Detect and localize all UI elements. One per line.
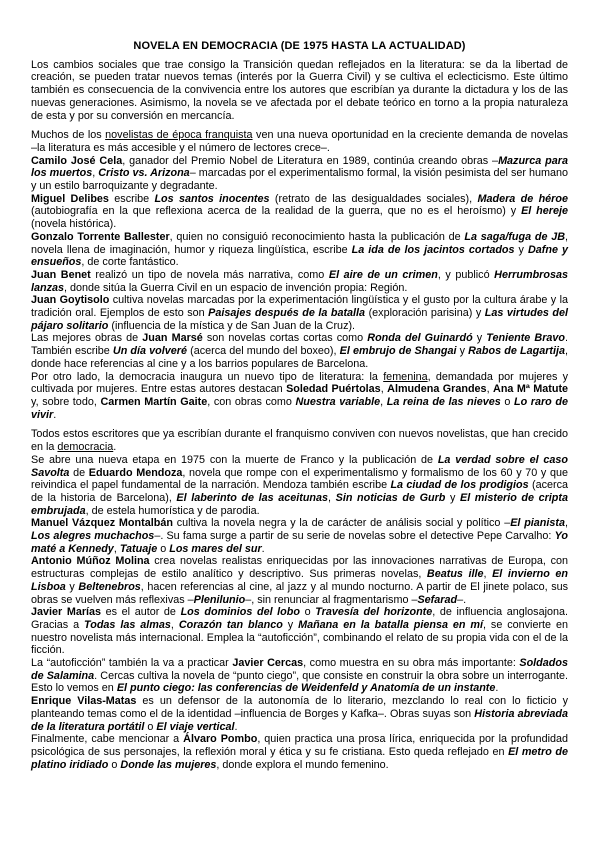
work-title: El punto ciego: las conferencias de Weidenfeld y Anatomía de un instante [116,682,496,695]
work-title: Nuestra variable [295,395,381,408]
text: . [261,542,265,555]
text: es el autor de [101,606,181,619]
text: , [328,491,336,504]
author-name: Enrique Vilas-Matas [31,695,137,708]
molina-paragraph [31,555,568,606]
text: –. Su fama surge a partir de su serie de novelas sobre el detective Pepe Carvalho: [154,530,555,543]
text: escribe [108,192,155,205]
franquismo-paragraph [31,129,568,154]
author-name: Eduardo Mendoza [88,466,183,479]
work-title: Plenilunio [193,593,246,606]
work-title: Tatuaje [119,542,158,555]
author-name: Juan Marsé [142,332,203,345]
work-title: Beatus ille [426,568,484,581]
text: y [456,345,469,358]
text: es un defensor de la autonomía de lo literario, mezclando lo real con lo ficticio y planteando temas como el de la identidad –influencia de Borges y Kafka–. Obras suyas son [31,695,568,720]
text: , demandada por mujeres y cultivada por mujeres. Entre estas autores destacan [31,370,569,396]
text: . Cercas cultiva la novela de “punto ciego”, que consiste en construir la obra sobre un interrogante. Esto lo vemos en [31,669,569,695]
text: , [380,395,387,408]
work-title: Dafne y ensueños [31,243,568,269]
text: , hacen referencias al cine, al jazz y al mundo nocturno. A partir de El jinete polaco, sus obras se vuelven más reflexivas – [31,580,568,606]
text: , donde hace referencias al cine y a los barrios populares de Barcelona. [31,345,568,370]
text: , de corte fantástico. [81,256,179,269]
text: o [299,606,316,619]
work-title: La reina de las nieves [386,395,501,408]
text: , donde explora el mundo femenino. [216,758,389,771]
text: –. [457,593,467,606]
work-title: Donde las mujeres [120,758,217,771]
mendoza-paragraph [31,454,568,518]
work-title: Los dominios del lobo [180,606,300,619]
work-title: El pianista [510,517,565,530]
text: , de influencia anglosajona. Gracias a [31,606,568,631]
author-name: Juan Benet [31,268,91,281]
text: . [53,408,57,421]
author-name: Javier Marías [31,606,102,619]
text: , quien practica una prosa lírica, enriquecida por la profundidad psicológica de sus personajes, la reflexión moral y ética y su fe cristiana. Esto queda reflejado en [31,733,568,758]
democracia-paragraph [31,428,568,453]
delibes-paragraph [31,193,568,231]
author-name: Gonzalo Torrente Ballester [31,230,170,243]
text: y [65,580,79,593]
text: (novela histórica). [31,218,117,231]
text: ven una nueva oportunidad en la creciente demanda de novelas –la literatura es más accesible y el número de lectores crece–. [31,129,568,154]
text: , [113,542,120,555]
work-title: El laberinto de las aceitunas [176,491,329,504]
goytisolo-paragraph [31,294,568,332]
text: , quien no consiguió reconocimiento hasta la publicación de [169,230,465,243]
text: . [495,682,499,695]
text: y [445,491,460,504]
author-name: Juan Goytisolo [31,294,110,307]
text: , [170,618,179,631]
work-title: El hereje [521,205,568,218]
intro-paragraph [31,59,568,123]
text: y [514,243,528,256]
underlined-term: democracia [57,441,114,454]
work-title: Soldados de Salamina [31,657,568,682]
text: (retrato de las desigualdades sociales), [269,192,478,205]
work-title: Todas las almas [84,618,171,631]
text: La “autoficción” también la va a practicar [31,657,233,670]
torrente-paragraph [31,231,568,269]
text: y, sobre todo, [31,395,101,408]
text: y [282,618,299,631]
work-title: Los alegres muchachos [31,530,155,543]
text: , novela que rompe con el experimentalismo y formalismo de los 60 y 70 y que reivindica el papel fundamental de la narración. Mendoza también escribe [31,466,568,492]
work-title: Sin noticias de Gurb [335,491,446,504]
work-title: Los mares del sur [169,542,262,555]
text: Finalmente, cabe mencionar a [31,733,184,746]
marse-paragraph [31,332,568,370]
vilamatas-paragraph [31,695,568,733]
text: y [472,332,487,345]
work-title: Mañana en la batalla piensa en mí [298,618,483,631]
marias-paragraph [31,606,568,657]
text: , [565,517,568,530]
text: , [380,383,388,396]
text: o [144,720,157,733]
author-name: Manuel Vázquez Montalbán [31,517,173,530]
work-title: El metro de platino iridiado [31,745,568,771]
text: . También escribe [31,332,569,358]
work-title: Teniente Bravo [486,332,566,345]
work-title: El viaje vertical [156,720,235,733]
work-title: Cristo vs. Arizona [98,167,190,180]
work-title: Beltenebros [78,580,141,593]
work-title: El misterio de cripta embrujada [31,491,568,517]
text: Todos estos escritores que ya escribían durante el franquismo conviven con nuevos novelistas, que han crecido en la [31,428,568,454]
intro-text: Los cambios sociales que trae consigo la Transición quedan reflejados en la literatura: se da la libertad de creación, se pueden tratar nuevos temas (interés por la Guerra Civil) y se cultiva el eclecticismo. Este último también es consecuencia de la convivencia entre los autores que escribían ya durante la dictadura y los de las nuevas generaciones. Asimismo, la novela se ve afectada por el debate teórico en torno a la propia naturaleza de esta y por su conversión en mercancía. [31,58,568,122]
work-title: Lo raro de vivir [31,395,568,421]
work-title: Las virtudes del pájaro solitario [31,307,568,332]
text: , donde sitúa la Guerra Civil en un espacio de invención propia: Región. [64,281,408,294]
text: , y publicó [437,268,495,281]
text: , novela llena de imaginación, humor y riqueza lingüística, escribe [31,230,568,256]
work-title: La ida de los jacintos cortados [351,243,515,256]
text: –, sin renunciar al fragmentarismo – [245,593,418,606]
text: de [69,466,89,479]
work-title: La saga/fuga de JB [464,230,565,243]
work-title: El invierno en Lisboa [31,568,569,593]
text: realizó un tipo de novela más narrativa, como [90,268,329,281]
work-title: Rabos de Lagartija [468,345,565,358]
work-title: Mazurca para los muertos [31,154,568,180]
text: , [92,167,99,180]
text: (influencia de la mística y de San Juan de la Cruz). [108,319,356,332]
work-title: Corazón tan blanco [178,618,283,631]
work-title: La ciudad de los prodigios [390,479,529,492]
text: o [157,542,170,555]
page-title: NOVELA EN DEMOCRACIA (DE 1975 HASTA LA ACTUALIDAD) [133,40,466,52]
work-title: Un día volveré [112,345,187,358]
text: (acerca del mundo del boxeo), [186,345,340,358]
author-name: Ana Mª Matute [493,383,569,396]
underlined-term: femenina [383,370,428,383]
work-title: Herrumbrosas lanzas [31,268,568,294]
text: Por otro lado, la democracia inaugura un nuevo tipo de literatura: la [31,370,384,383]
text: , con obras como [207,395,296,408]
author-name: Camilo José Cela [31,154,123,167]
work-title: Historia abreviada de la literatura portátil [31,707,568,733]
work-title: Los santos inocentes [154,192,270,205]
text: cultiva la novela negra y la de carácter de análisis social y político – [172,517,511,530]
text: son novelas cortas cortas como [202,332,368,345]
text: crea novelas realistas enriquecidas por las innovaciones narrativas de Europa, con estructuras complejas de estilo analítico y descriptivo. Sus primeras novelas, [31,555,568,581]
text: , [483,568,493,581]
text: . [234,720,238,733]
author-name: Javier Cercas [232,657,304,670]
cercas-paragraph [31,657,568,695]
author-name: Almudena Grandes [387,383,487,396]
work-title: Madera de héroe [477,192,568,205]
work-title: Travesía del horizonte [315,606,433,619]
text: , ganador del Premio Nobel de Literatura en 1989, continúa creando obras – [122,154,499,167]
author-name: Miguel Delibes [31,192,109,205]
text: Muchos de los [31,129,106,142]
femenina-paragraph [31,371,568,422]
work-title: El embrujo de Shangai [339,345,457,358]
text: o [500,395,514,408]
text: Las mejores obras de [31,332,143,345]
cela-paragraph [31,155,568,193]
author-name: Álvaro Pombo [183,733,258,746]
author-name: Soledad Puértolas [286,383,381,396]
pombo-paragraph [31,733,568,771]
work-title: La verdad sobre el caso Savolta [31,453,568,479]
text: , se convierte en nuestro novelista más internacional. Emplea la “autoficción”, combinando el relato de su propia vida con el de la ficción. [31,618,568,657]
underlined-term: novelistas de época franquista [105,129,253,142]
work-title: Paisajes después de la batalla [208,307,366,320]
text: cultiva novelas marcadas por la experimentación lingüística y el gusto por la cultura árabe y la tradición oral. Ejemplos de esto son [31,294,568,320]
work-title: El aire de un crimen [328,268,438,281]
author-name: Carmen Martín Gaite [100,395,208,408]
text: Se abre una nueva etapa en 1975 con la muerte de Franco y la publicación de [31,453,438,466]
work-title: Sefarad [417,593,458,606]
text: o [108,758,121,771]
work-title: Ronda del Guinardó [367,332,473,345]
text: , como muestra en su obra más importante: [303,657,520,670]
work-title: Yo maté a Kennedy [31,530,568,555]
text: (autobiografía en la que reflexiona acerca de la realidad de la guerra, que no es el heroísmo) y [31,205,522,218]
text: (exploración parisina) y [365,307,485,320]
text: , [486,383,494,396]
montalban-paragraph [31,517,568,555]
author-name: Antonio Múñoz Molina [31,555,150,568]
benet-paragraph [31,269,568,294]
text: . [113,441,117,454]
text: , de estela humorística y de parodia. [85,504,260,517]
text: – marcadas por el experimentalismo formal, la visión pesimista del ser humano y un estilo barroquizante y degradante. [31,167,568,193]
text: (acerca de la historia de Barcelona), [31,479,568,504]
